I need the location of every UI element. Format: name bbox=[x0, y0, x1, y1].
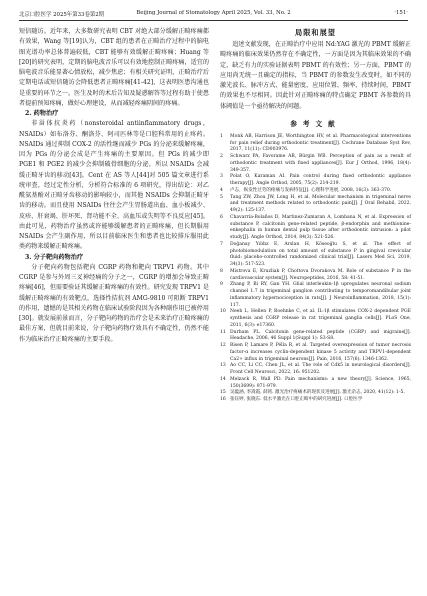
reference-item bbox=[220, 282, 411, 309]
journal-name-en: Beijing Journal of Stomatology April 2025, Vol. 33, No. 2 bbox=[136, 10, 291, 16]
reference-number: 5 bbox=[220, 194, 223, 200]
reference-number: 11 bbox=[220, 329, 226, 335]
reference-item bbox=[220, 174, 411, 188]
reference-number: 6 bbox=[220, 214, 223, 220]
reference-item bbox=[220, 377, 411, 391]
paragraph-nsaids: 非甾体抗炎药（nonsteroidal antiinflammatory drugs，NSAIDs）如布洛芬、酮洛芬、阿司匹林等是口腔科常用的止疼药。NSAIDs 通过抑制 COX-2 的活性继而减少 PGs 的分泌来缓解疼痛，因为 PGs 的分泌会成是产生疼痛的主要原因。但 PGs 的减少即 PGE1 和 PGE2 的减少会抑制破骨细胞的分泌，所以 NSAIDs 会减缓正畸牙齿的移动[43]。Cent 在 AS 等人[44]对 505 篇文章进行系统审查，经过定性分析，分析符合标准的 6 项研究，得出结论：对乙酰氨基酚对正畸牙齿移动的影响较小，而其他 NSAIDs 会抑制正畸牙齿的移动。而且使用 NSAIDs 往往会产生胃肠道出血、血小板减少、皮疹、肝衰竭、肝坏死、肾功能不全、高血压或失明等不良反应[45]。由此可见，药物治疗虽然或许能够缓解患者的正畸疼痛，但长期服用 NSAIDs 会产生副作用，所以目前临床医生和患者也比较排斥服用此类药物来缓解正畸疼痛。 bbox=[19, 120, 209, 251]
reference-number: 8 bbox=[220, 268, 223, 274]
heading-drug-therapy: 2. 药物治疗 bbox=[25, 110, 59, 117]
right-column bbox=[220, 27, 411, 404]
reference-text: Monk AB, Harrison JE, Worthington HV, et al. Pharmacological interventions for pain relief during orthodontic treatment[J]. Cochrane Database Syst Rev, 2017, 11(11): CD003976. bbox=[230, 133, 411, 153]
reference-text: Mistrova E, Kruzliak P, Chottova Dvorakova M. Role of substance P in the cardiovascular system[J]. Neuropeptides, 2016, 58: 41-51. bbox=[230, 268, 411, 281]
reference-number: 15 bbox=[220, 390, 226, 396]
section-title-limitations: 局限和展望 bbox=[295, 28, 336, 37]
reference-text: 吴蕴涵, 李嵩霞, 薛铭. 激光治疗疼痛术的现状及进展[J]. 激光杂志, 2020, 41(12): 1-5. bbox=[230, 390, 405, 396]
reference-number: 13 bbox=[220, 363, 226, 369]
reference-text: Risen P, Lamare P, Pélla R, et al. Targeted overexpression of tumor necrosis factor-α increases cyclin-dependent kinase 5 activity and TRPV1-dependent Ca2+ influx in trigeminal neurons[J]. Pain, 2016, 157(6): 1346-1362. bbox=[230, 343, 411, 362]
reference-text: 卢志，纵发性过劳的疼痛与发病特征[J]. 心理科学进展, 2008, 16(3): 363-370. bbox=[230, 187, 392, 193]
reference-item bbox=[220, 397, 411, 404]
reference-item bbox=[220, 134, 411, 154]
reference-text: Neeb L, Hellen P, Boehnke C, et al. IL-1β stimulates COX-2 dependent PGE synthesis and CGRP release in rat trigeminal ganglia cells[J]. PLoS One, 2011, 6(3): e17360. bbox=[230, 309, 411, 328]
reference-number: 9 bbox=[220, 282, 223, 288]
heading-targeted-therapy: 3. 分子靶向药物治疗 bbox=[25, 253, 84, 261]
reference-item bbox=[220, 215, 411, 242]
reference-text: Doğanay Yıldız E, Arslan H, Köseoğlu S, et al. The effect of photobiomodulation on total amount of substance P in gingival crevicular fluid: placebo-controlled randomized clinical trial[J]. Lasers Med Sci, 2019, 34(3): 517-523. bbox=[230, 241, 411, 267]
left-column bbox=[19, 27, 209, 345]
reference-number: 4 bbox=[220, 187, 223, 193]
reference-number: 3 bbox=[220, 174, 223, 180]
reference-number: 14 bbox=[220, 376, 226, 382]
reference-text: Tang ZW, Zhou JW, Long H, et al. Molecular mechanism in trigeminal nerve and treatment methods related to orthodontic pain[J]. J Oral Rehabil, 2022, 49(2): 125-137. bbox=[230, 194, 411, 213]
reference-list bbox=[220, 134, 411, 404]
paragraph-limitations: 追述文献发现，在正畸治疗中应用 Nd:YAG 激光的 PBMT 缓解正畸疼痛的临床效果仍然存在不确定性，一方面是因为其临床效果的不确定，缺乏有力的实验证据表明 PBMT 的有效性；另一方面，PBMT 的应用尚无统一且确定的指标，当 PBMT 的参数发生改变时，如不同的激光波长、脉冲方式、能量密度、应用位置、频率、持续时间，PBMT 的效果也不尽相同。因此针对正畸疼痛的特点确定 PBMT 各参数的具体阈值是一个亟待解决的问题。 bbox=[220, 41, 411, 110]
reference-item bbox=[220, 195, 411, 215]
reference-text: Melzack R, Wall PD. Pain mechanisms: a new theory[J]. Science, 1965, 150(3699): 971-979. bbox=[230, 376, 411, 389]
running-header bbox=[0, 0, 427, 26]
reference-item bbox=[220, 188, 411, 195]
reference-item bbox=[220, 309, 411, 329]
references-title: 参考文献 bbox=[290, 119, 341, 128]
reference-number: 16 bbox=[220, 397, 226, 402]
paragraph-cbt: 短信随访。近年来，大多数研究表明 CBT 对绝大部分缓解正畸疼痛都有效果，Wang 等[19]认为，CBT 组的患者在正畸治疗过程中的脑电图光谱功率总体普遍较低，CBT 能够有效缓解正畸疼痛；Huang 等[20]的研究表明，定期的脑电波音乐可以有效地控制正畸疼痛，适宜的脑电波音乐能显著心情放松，减少焦虑；有相关研究证明，正畸治疗后定期电话或短信随访会降低患者正畸疼痛[41-42]，这表明医患沟通也是重要的环节之一。医生及时的术后告知及疑惑解答等过程有助于使患者提前预知疼痛，做好心理建设，从而减轻疼痛阴间的疼痛。 bbox=[19, 28, 209, 107]
reference-item bbox=[220, 390, 411, 397]
reference-number: 1 bbox=[220, 133, 223, 139]
reference-number: 7 bbox=[220, 241, 223, 247]
reference-text: Ao CC, Li CC, Chen JL, et al. The role of Cdk5 in neurological disorders[J]. Front Cell Neurosci, 2022, 16: 951202. bbox=[230, 363, 411, 375]
reference-item bbox=[220, 363, 411, 377]
reference-text: Schwarz PA, Favorame AB, Bürgin WB. Perception of pain as a result of orthodontic treatment with fixed appliances[J]. Eur J Orthod, 1996, 18(4): 349-357. bbox=[230, 154, 411, 173]
reference-text: Durham PL. Calcitonin gene-related peptide (CGRP) and migraine[J]. Headache, 2006, 46 Suppl 1(Suppl 1): S3-S8. bbox=[230, 329, 411, 342]
reference-number: 12 bbox=[220, 343, 226, 348]
reference-item bbox=[220, 330, 411, 344]
journal-name-cn: 北京口腔医学 2025年第33卷第2期 bbox=[19, 12, 105, 18]
reference-text: Chavarría-Bolaños D, Martinez-Zumaran A, Lombana N, et al. Expression of substance P, calcitonin gene-related peptide, β-endorphin and methionine-enkephalin in human dental pulp tissue after orthodontic intrusion: a pilot study[J]. Angle Orthod, 2014, 84(3): 521-526. bbox=[230, 214, 411, 240]
reference-item bbox=[220, 343, 411, 363]
paragraph-targeted: 分子靶向药物包括靶向 CGRP 药物和靶向 TRPV1 药物。其中 CGRP 是参与外周三叉神经痛的分子之一，CGRP 的增加会导致正畸疼痛[46]，但需要验证其缓解正畸疼痛的有效性。研究发现 TRPV1 是缓解正畸疼痛的有效靶点，选择性拮抗剂 AMG-9810 可阻断 TRPV1 的作用，遗憾的是其相关药物在临床试验阶段因为各种副作用已被停用[30]。就发展前景而言，分子靶向药物的治疗会是未来治疗正畸疼痛的最佳方案，但就目前来说，分子靶向药物疗效具有不确定性，仍然不能作为临床治疗正畸疼痛的主要手段。 bbox=[19, 263, 209, 343]
reference-text: 张钰婷, 张晓东. 低水平激光在口腔正畸中的研究进展[J]. 口腔医学 bbox=[230, 397, 363, 402]
reference-number: 2 bbox=[220, 154, 223, 159]
reference-item bbox=[220, 242, 411, 269]
reference-text: Zhang P, Bi RY, Gan YH. Glial interleukin-1β upregulates neuronal sodium channel 1.7 in trigeminal ganglion contributing to temporomandibular joint inflammatory hypernociception in rats[J]. J Neuroinflammation, 2018, 15(1): 117. bbox=[230, 282, 411, 308]
page-number: ·151· bbox=[394, 10, 408, 16]
reference-text: Polat O, Karaman AI. Pain control during fixed orthodontic appliance therapy[J]. Angle Orthod, 2005, 75(2): 214-219. bbox=[230, 174, 411, 186]
reference-number: 10 bbox=[220, 309, 226, 315]
reference-item bbox=[220, 269, 411, 283]
reference-item bbox=[220, 154, 411, 174]
header-rule bbox=[19, 20, 408, 21]
